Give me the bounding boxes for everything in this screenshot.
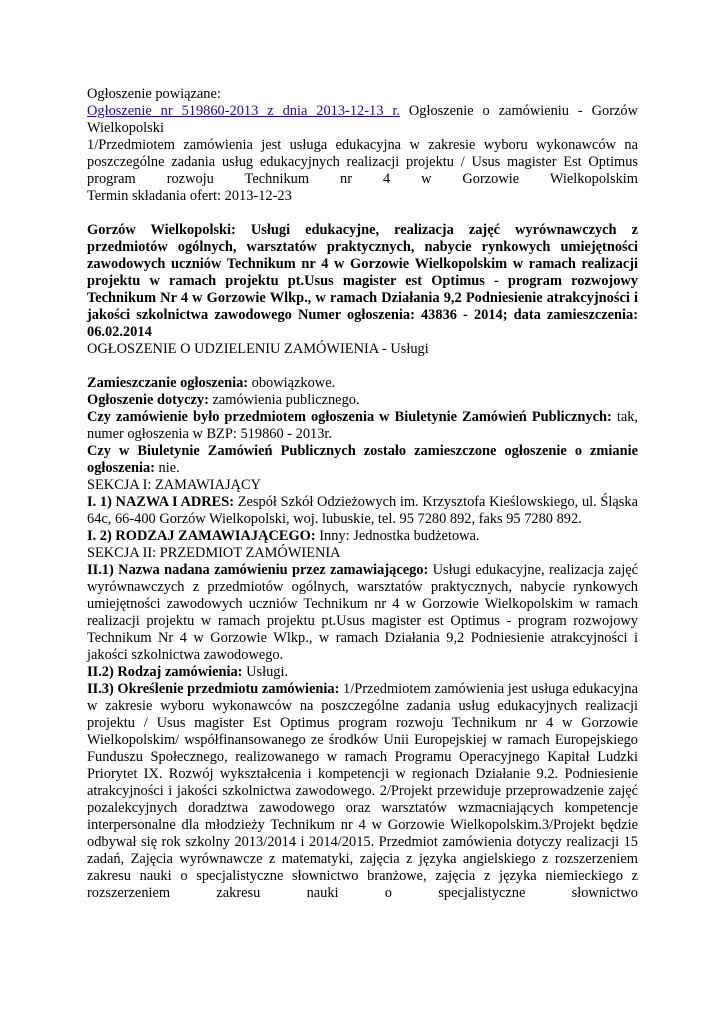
section1-heading: SEKCJA I: ZAMAWIAJĄCY <box>87 477 261 493</box>
section2-desc-value: 1/Przedmiotem zamówienia jest usługa edukacyjna w zakresie wyboru wykonawców na poszczególne zadania usług edukacyjnych realizacji projektu / Usus magister Est Optimus program rozwoju Technikum nr 4 w Gorzowie Wielkopolskim/ współfinansowanego ze środków Unii Europejskiej w ramach Europejskiego Funduszu Społecznego, realizowanego w ramach Programu Operacyjnego Kapitał Ludzki Priorytet IX. Rozwój wykształcenia i kompetencji w regionach Działanie 9.2. Podniesienie atrakcyjności i jakości szkolnictwa zawodowego. 2/Projekt przewiduje przeprowadzenie zajęć pozalekcyjnych doradztwa zawodowego oraz warsztatów wzmacniających kompetencje interpersonalne dla młodzieży Technikum nr 4 w Gorzowie Wielkopolskim.3/Projekt będzie odbywał się rok szkolny 2013/2014 i 2014/2015. Przedmiot zamówienia dotyczy realizacji 15 zadań, Zajęcia wyrównawcze z matematyki, zajęcia z języka angielskiego z rozszerzeniem zakresu nauki o specjalistyczne słownictwo branżowe, zajęcia z języka niemieckiego z rozszerzeniem zakresu nauki o specjalistyczne słownictwo <box>87 681 639 901</box>
field-concerns <box>87 392 638 409</box>
field-bzp-value: tak, numer ogłoszenia w BZP: 519860 - 2013r. <box>87 409 639 442</box>
field-bzp <box>87 409 638 443</box>
section2-kind <box>87 664 638 681</box>
field-concerns-label: Ogłoszenie dotyczy: <box>87 392 209 408</box>
section2-desc-label: II.3) Określenie przedmiotu zamówienia: <box>87 681 340 697</box>
field-bzp-label: Czy zamówienie było przedmiotem ogłoszenia w Biuletynie Zamówień Publicznych: <box>87 409 612 425</box>
field-change-value: nie. <box>154 460 180 476</box>
related-description: 1/Przedmiotem zamówienia jest usługa edukacyjna w zakresie wyboru wykonawców na poszczególne zadania usług edukacyjnych realizacji projektu / Usus magister Est Optimus program rozwoju Technikum nr 4 w Gorzowie Wielkopolskim <box>87 137 638 187</box>
section1-name-address <box>87 494 638 528</box>
section2-kind-value: Usługi. <box>242 664 289 680</box>
notice-title: Gorzów Wielkopolski: Usługi edukacyjne, realizacja zajęć wyrównawczych z przedmiotów ogólnych, warsztatów praktycznych, nabycie rynkowych umiejętności zawodowych uczniów Technikum nr 4 w Gorzowie Wielkopolskim w ramach realizacji projektu w ramach projektu pt.Usus magister est Optimus - program rozwojowy Technikum Nr 4 w Gorzowie Wlkp., w ramach Działania 9,2 Podniesienie atrakcyjności i jakości szkolnictwa zawodowego Numer ogłoszenia: 43836 - 2014; data zamieszczenia: 06.02.2014 <box>87 222 638 340</box>
section1-type-value: Inny: Jednostka budżetowa. <box>315 528 480 544</box>
section2-name-label: II.1) Nazwa nadana zamówieniu przez zamawiającego: <box>87 562 429 578</box>
related-notice-suffix: Ogłoszenie o zamówieniu - Gorzów Wielkopolski <box>87 103 638 136</box>
related-notice <box>87 103 638 137</box>
field-placement-label: Zamieszczanie ogłoszenia: <box>87 375 249 391</box>
field-concerns-value: zamówienia publicznego. <box>208 392 360 408</box>
section2-kind-label: II.2) Rodzaj zamówienia: <box>87 664 243 680</box>
related-notice-link[interactable]: Ogłoszenie nr 519860-2013 z dnia 2013-12-13 r. <box>87 103 400 119</box>
section2-name <box>87 562 638 664</box>
section1-name-value: Zespół Szkół Odzieżowych im. Krzysztofa Kieślowskiego, ul. Śląska 64c, 66-400 Gorzów Wielkopolski, woj. lubuskie, tel. 95 7280 892, faks 95 7280 892. <box>87 494 638 527</box>
field-placement <box>87 375 638 392</box>
section1-name-label: I. 1) NAZWA I ADRES: <box>87 494 235 510</box>
spacer <box>87 205 638 222</box>
section2-name-value: Usługi edukacyjne, realizacja zajęć wyrównawczych z przedmiotów ogólnych, warsztatów praktycznych, nabycie rynkowych umiejętności zawodowych uczniów Technikum nr 4 w Gorzowie Wielkopolskim w ramach realizacji projektu w ramach projektu pt.Usus magister est Optimus - program rozwojowy Technikum Nr 4 w Gorzowie Wlkp., w ramach Działania 9,2 Podniesienie atrakcyjności i jakości szkolnictwa zawodowego. <box>87 562 638 663</box>
field-placement-value: obowiązkowe. <box>248 375 336 391</box>
section1-type-label: I. 2) RODZAJ ZAMAWIAJĄCEGO: <box>87 528 316 544</box>
offer-deadline: Termin składania ofert: 2013-12-23 <box>87 188 292 204</box>
document-page <box>87 86 638 902</box>
section1-type <box>87 528 638 545</box>
spacer <box>87 358 638 375</box>
field-change <box>87 443 638 477</box>
related-label: Ogłoszenie powiązane: <box>87 86 221 102</box>
section2-heading: SEKCJA II: PRZEDMIOT ZAMÓWIENIA <box>87 545 341 561</box>
notice-subtitle: OGŁOSZENIE O UDZIELENIU ZAMÓWIENIA - Usługi <box>87 341 429 357</box>
field-change-label: Czy w Biuletynie Zamówień Publicznych zostało zamieszczone ogłoszenie o zmianie ogłoszenia: <box>87 443 638 476</box>
section2-description <box>87 681 638 902</box>
